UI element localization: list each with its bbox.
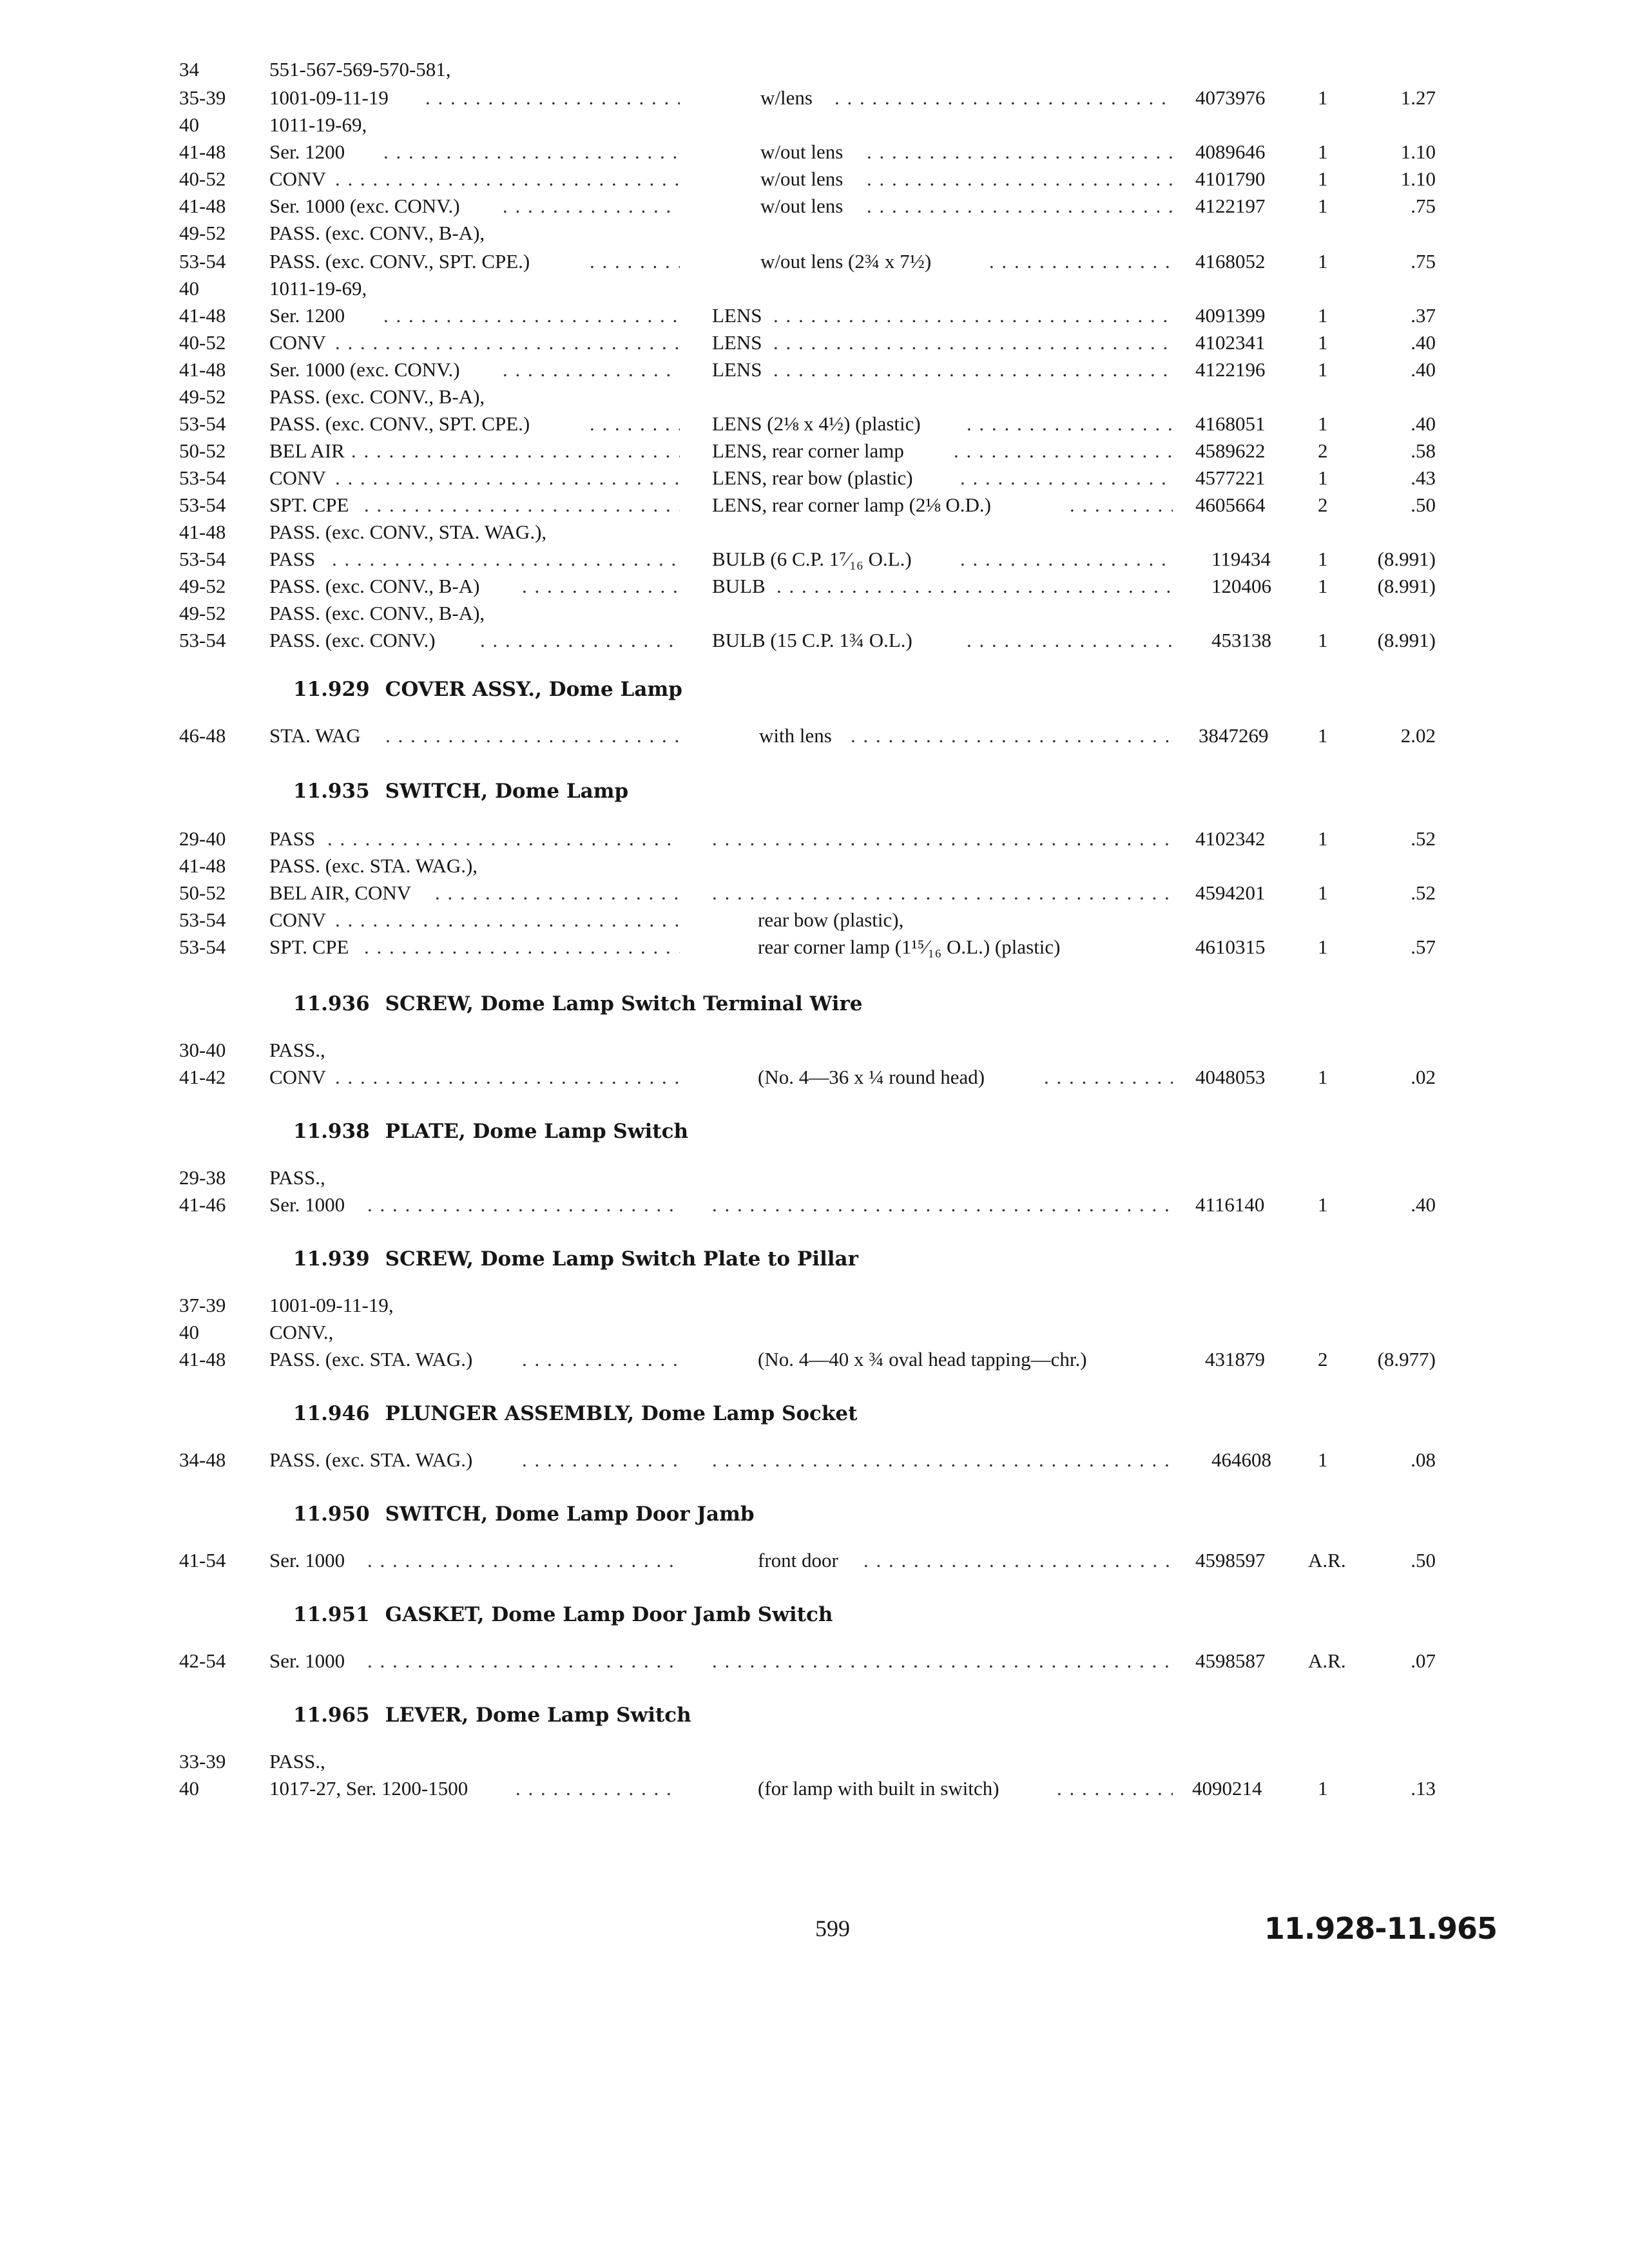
group-928-row: 53-54 PASS. (exc. CONV., SPT. CPE.) . . . LENS (2⅛ x 4½) (plastic) . . . 4168051 1 .40 bbox=[0, 410, 1629, 438]
table-row: 53-54 SPT. CPE . . . rear corner lamp (1¹⁵⁄₁₆ O.L.) (plastic) 4610315 1 .57 bbox=[0, 933, 1629, 961]
leader-dots bbox=[712, 1191, 1173, 1219]
table-row: 41-42 CONV . . . (No. 4—36 x ¼ round head) . . . 4048053 1 .02 bbox=[0, 1063, 1629, 1091]
leader-dots bbox=[834, 84, 1173, 112]
leader-dots bbox=[712, 1446, 1173, 1474]
group-928-row: 53-54 PASS. (exc. CONV., SPT. CPE.) . . . w/out lens (2¾ x 7½) . . . 4168052 1 .75 bbox=[0, 247, 1629, 276]
group-928-row: 49-52 PASS. (exc. CONV., B-A) . . . BULB . . . 120406 1 (8.991) bbox=[0, 572, 1629, 601]
table-row: 41-48 PASS. (exc. STA. WAG.), bbox=[179, 854, 478, 877]
leader-dots bbox=[383, 138, 680, 166]
group-928-row: 40 1011-19-69, bbox=[179, 113, 367, 136]
table-row: 33-39 PASS., bbox=[179, 1750, 325, 1773]
group-928-row: 50-52 BEL AIR . . . LENS, rear corner lamp . . . 4589622 2 .58 bbox=[0, 437, 1629, 465]
section-heading: 11.965 LEVER, Dome Lamp Switch bbox=[293, 1704, 691, 1727]
group-928-row: 53-54 SPT. CPE . . . LENS, rear corner lamp (2⅛ O.D.) . . . 4605664 2 .50 bbox=[0, 491, 1629, 519]
leader-dots bbox=[327, 825, 680, 853]
leader-dots bbox=[335, 329, 680, 357]
leader-dots bbox=[1057, 1774, 1173, 1803]
leader-dots bbox=[503, 192, 680, 220]
table-row: 42-54 Ser. 1000 . . . . . . 4598587 A.R. .07 bbox=[0, 1647, 1629, 1675]
table-row: 40 1017-27, Ser. 1200-1500 . . . (for lamp with built in switch) . . . 4090214 1 .13 bbox=[0, 1774, 1629, 1803]
table-row: 30-40 PASS., bbox=[179, 1039, 325, 1061]
leader-dots bbox=[989, 247, 1173, 276]
leader-dots bbox=[425, 84, 680, 112]
section-heading: 11.951 GASKET, Dome Lamp Door Jamb Switch bbox=[293, 1603, 833, 1626]
leader-dots bbox=[435, 879, 680, 907]
group-928-row: 49-52 PASS. (exc. CONV., B-A), bbox=[179, 602, 485, 624]
leader-dots bbox=[522, 1345, 680, 1374]
leader-dots bbox=[335, 464, 680, 492]
leader-dots bbox=[332, 545, 680, 573]
table-row: 41-46 Ser. 1000 . . . . . . 4116140 1 .40 bbox=[0, 1191, 1629, 1219]
group-928-row: 53-54 PASS . . . BULB (6 C.P. 1⁷⁄₁₆ O.L.) . . . 119434 1 (8.991) bbox=[0, 545, 1629, 573]
group-928-row: 41-48 Ser. 1200 . . . w/out lens . . . 4089646 1 1.10 bbox=[0, 138, 1629, 166]
leader-dots bbox=[773, 356, 1173, 384]
group-928-row: 40-52 CONV . . . w/out lens . . . 4101790 1 1.10 bbox=[0, 165, 1629, 193]
leader-dots bbox=[867, 192, 1173, 220]
leader-dots bbox=[590, 247, 680, 276]
table-row: 40 CONV., bbox=[179, 1321, 334, 1343]
section-heading: 11.938 PLATE, Dome Lamp Switch bbox=[293, 1120, 689, 1143]
table-row: 46-48 STA. WAG . . . with lens . . . 3847269 1 2.02 bbox=[0, 722, 1629, 750]
leader-dots bbox=[967, 410, 1173, 438]
page-number: 599 bbox=[815, 1916, 850, 1941]
leader-dots bbox=[1044, 1063, 1173, 1091]
group-928-row: 41-48 Ser. 1200 . . . LENS . . . 4091399 1 .37 bbox=[0, 302, 1629, 330]
leader-dots bbox=[776, 572, 1173, 601]
section-heading: 11.929 COVER ASSY., Dome Lamp bbox=[293, 678, 682, 701]
leader-dots bbox=[967, 626, 1173, 655]
leader-dots bbox=[364, 933, 680, 961]
leader-dots bbox=[367, 1546, 680, 1575]
leader-dots bbox=[712, 825, 1173, 853]
group-928-row: 49-52 PASS. (exc. CONV., B-A), bbox=[179, 222, 485, 244]
page-range: 11.928-11.965 bbox=[1264, 1911, 1497, 1946]
table-row: 29-40 PASS . . . . . . 4102342 1 .52 bbox=[0, 825, 1629, 853]
leader-dots bbox=[335, 1063, 680, 1091]
leader-dots bbox=[522, 1446, 680, 1474]
leader-dots bbox=[867, 165, 1173, 193]
leader-dots bbox=[712, 879, 1173, 907]
section-heading: 11.939 SCREW, Dome Lamp Switch Plate to Pillar bbox=[293, 1247, 858, 1271]
group-928-row: 40-52 CONV . . . LENS . . . 4102341 1 .40 bbox=[0, 329, 1629, 357]
group-928-row: 53-54 PASS. (exc. CONV.) . . . BULB (15 C.P. 1¾ O.L.) . . . 453138 1 (8.991) bbox=[0, 626, 1629, 655]
section-heading: 11.950 SWITCH, Dome Lamp Door Jamb bbox=[293, 1503, 755, 1526]
table-row: 29-38 PASS., bbox=[179, 1166, 325, 1189]
group-928-row: 40 1011-19-69, bbox=[179, 277, 367, 300]
section-heading: 11.946 PLUNGER ASSEMBLY, Dome Lamp Socket bbox=[293, 1402, 858, 1425]
table-row: 41-54 Ser. 1000 . . . front door . . . 4598597 A.R. .50 bbox=[0, 1546, 1629, 1575]
leader-dots bbox=[364, 491, 680, 519]
table-row: 53-54 CONV . . . rear bow (plastic), bbox=[0, 906, 1629, 934]
leader-dots bbox=[367, 1191, 680, 1219]
leader-dots bbox=[335, 165, 680, 193]
leader-dots bbox=[522, 572, 680, 601]
leader-dots bbox=[773, 329, 1173, 357]
leader-dots bbox=[516, 1774, 680, 1803]
leader-dots bbox=[1070, 491, 1173, 519]
leader-dots bbox=[503, 356, 680, 384]
table-row: 37-39 1001-09-11-19, bbox=[179, 1294, 394, 1316]
group-928-row: 49-52 PASS. (exc. CONV., B-A), bbox=[179, 385, 485, 408]
group-928-row: 34 551-567-569-570-581, bbox=[179, 58, 451, 81]
leader-dots bbox=[960, 545, 1173, 573]
section-heading: 11.935 SWITCH, Dome Lamp bbox=[293, 780, 629, 803]
group-928-row: 41-48 PASS. (exc. CONV., STA. WAG.), bbox=[179, 521, 547, 543]
leader-dots bbox=[773, 302, 1173, 330]
leader-dots bbox=[863, 1546, 1173, 1575]
leader-dots bbox=[385, 722, 680, 750]
table-row: 50-52 BEL AIR, CONV . . . . . . 4594201 1 .52 bbox=[0, 879, 1629, 907]
leader-dots bbox=[867, 138, 1173, 166]
section-heading: 11.936 SCREW, Dome Lamp Switch Terminal Wire bbox=[293, 992, 863, 1015]
group-928-row: 35-39 1001-09-11-19 . . . w/lens . . . 4073976 1 1.27 bbox=[0, 84, 1629, 112]
group-928-row: 53-54 CONV . . . LENS, rear bow (plastic) . . . 4577221 1 .43 bbox=[0, 464, 1629, 492]
table-row: 41-48 PASS. (exc. STA. WAG.) . . . (No. 4—40 x ¾ oval head tapping—chr.) 431879 2 (8.977) bbox=[0, 1345, 1629, 1374]
leader-dots bbox=[851, 722, 1173, 750]
leader-dots bbox=[351, 437, 680, 465]
table-row: 34-48 PASS. (exc. STA. WAG.) . . . . . . 464608 1 .08 bbox=[0, 1446, 1629, 1474]
leader-dots bbox=[954, 437, 1173, 465]
leader-dots bbox=[712, 1647, 1173, 1675]
group-928-row: 41-48 Ser. 1000 (exc. CONV.) . . . LENS . . . 4122196 1 .40 bbox=[0, 356, 1629, 384]
leader-dots bbox=[960, 464, 1173, 492]
group-928-row: 41-48 Ser. 1000 (exc. CONV.) . . . w/out lens . . . 4122197 1 .75 bbox=[0, 192, 1629, 220]
leader-dots bbox=[335, 906, 680, 934]
leader-dots bbox=[383, 302, 680, 330]
leader-dots bbox=[590, 410, 680, 438]
leader-dots bbox=[367, 1647, 680, 1675]
leader-dots bbox=[480, 626, 680, 655]
